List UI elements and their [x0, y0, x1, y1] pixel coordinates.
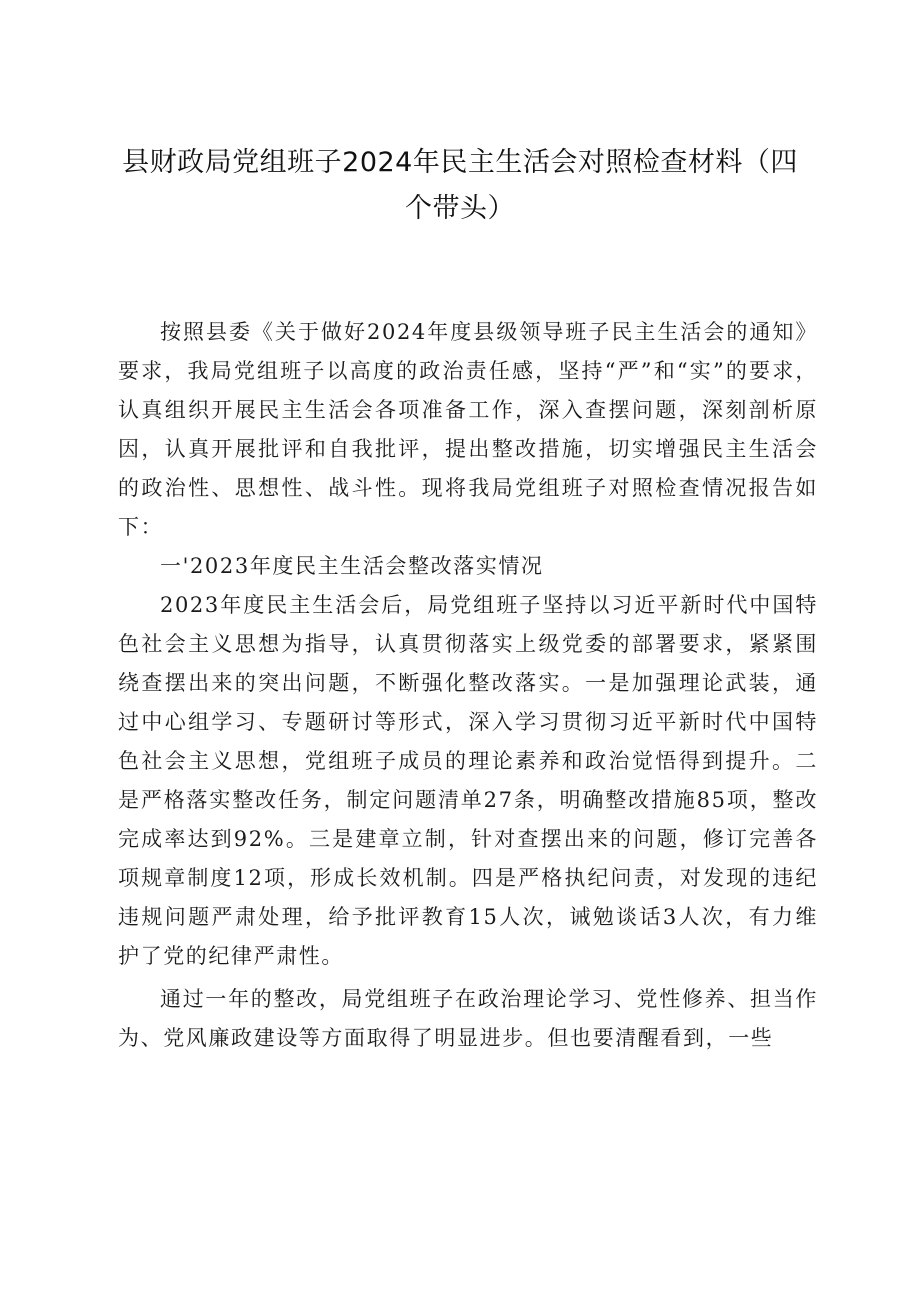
document-title: 县财政局党组班子2024年民主生活会对照检查材料（四个带头）: [122, 147, 798, 224]
section-heading: 一'2023年度民主生活会整改落实情况: [160, 554, 544, 578]
document-body: [118, 313, 818, 1058]
progress-paragraph: 通过一年的整改，局党组班子在政治理论学习、党性修养、担当作为、党风廉政建设等方面取得了明显进步。但也要清醒看到，一些: [118, 987, 818, 1050]
rectification-paragraph: 2023年度民主生活会后，局党组班子坚持以习近平新时代中国特色社会主义思想为指导，认真贯彻落实上级党委的部署要求，紧紧围绕查摆出来的突出问题，不断强化整改落实。一是加强理论武装，通过中心组学习、专题研讨等形式，深入学习贯彻习近平新时代中国特色社会主义思想，党组班子成员的理论素养和政治觉悟得到提升。二是严格落实整改任务，制定问题清单27条，明确整改措施85项，整改完成率达到92%。三是建章立制，针对查摆出来的问题，修订完善各项规章制度12项，形成长效机制。四是严格执纪问责，对发现的违纪违规问题严肃处理，给予批评教育15人次，诫勉谈话3人次，有力维护了党的纪律严肃性。: [118, 593, 818, 968]
intro-paragraph: 按照县委《关于做好2024年度县级领导班子民主生活会的通知》要求，我局党组班子以高度的政治责任感，坚持“严”和“实”的要求，认真组织开展民主生活会各项准备工作，深入查摆问题，深刻剖析原因，认真开展批评和自我批评，提出整改措施，切实增强民主生活会的政治性、思想性、战斗性。现将我局党组班子对照检查情况报告如下：: [118, 320, 818, 539]
